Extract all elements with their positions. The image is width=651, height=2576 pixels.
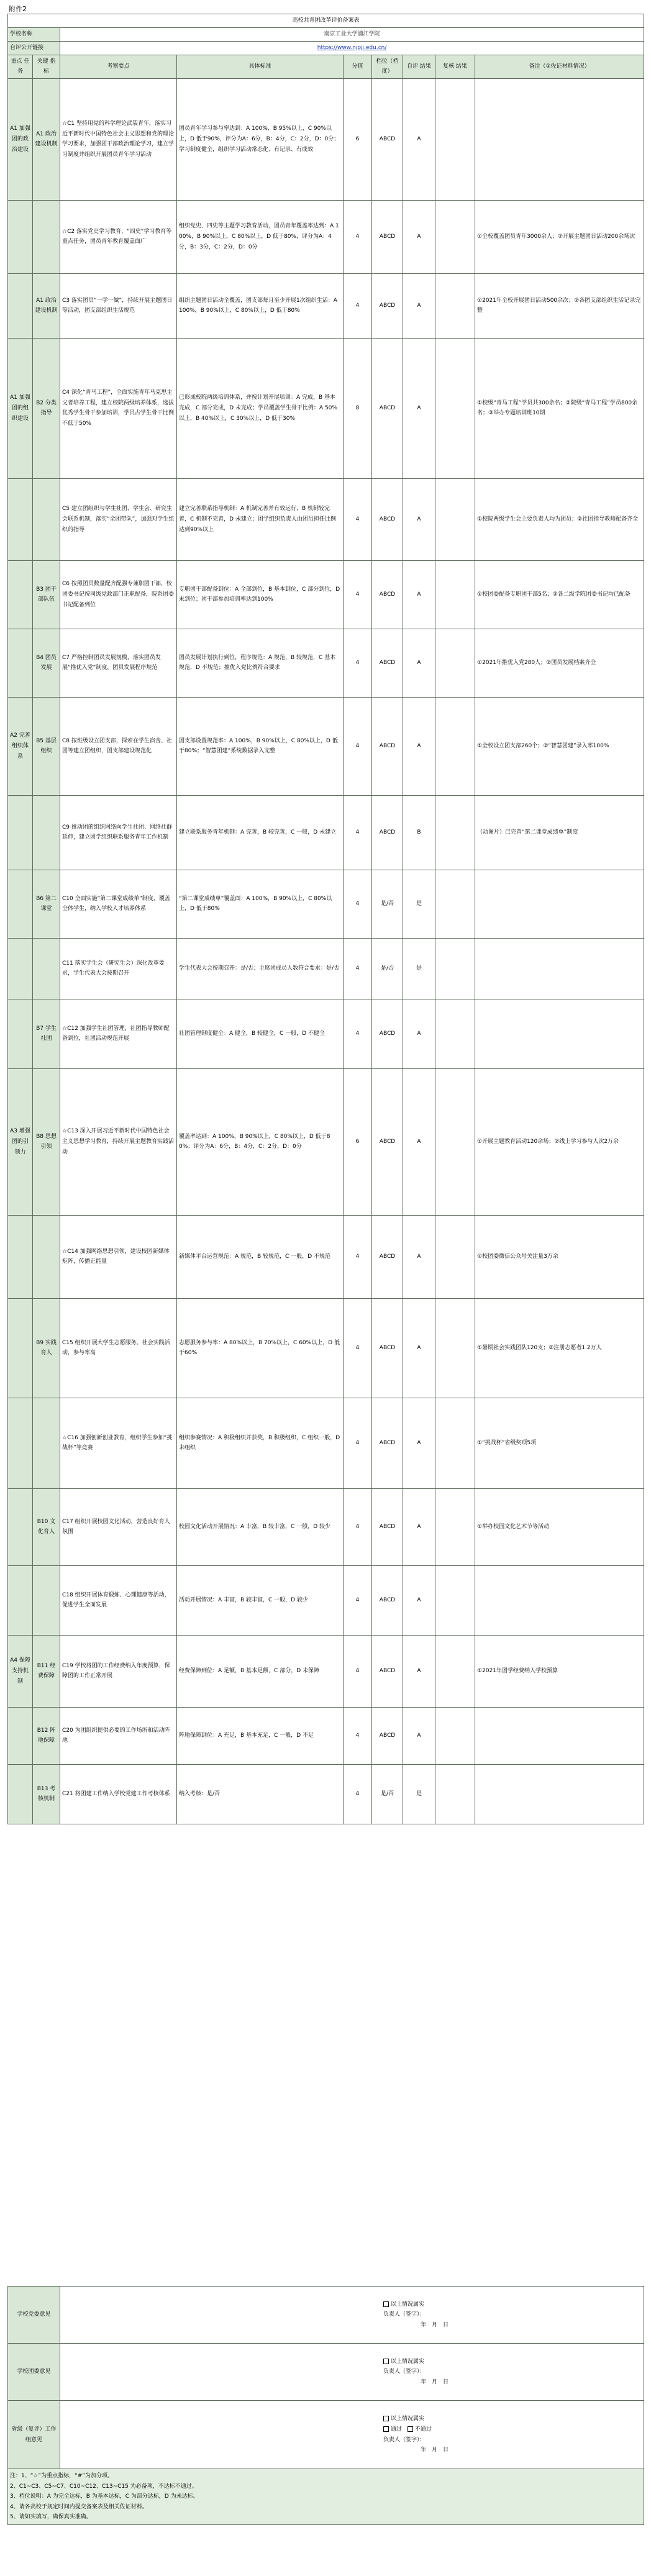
table-row (8, 1298, 644, 1398)
self-result-cell: A (403, 1707, 435, 1764)
remarks-cell (475, 1565, 644, 1635)
header-points: 考察要点 (60, 55, 177, 78)
level1-cell: A3 增强团的引领力 (8, 1068, 33, 1215)
provincial-check-2: 通过 (391, 2426, 403, 2433)
self-result-cell: A (403, 200, 435, 273)
provincial-opinion-sign: 负责人（签字）： (383, 2436, 426, 2443)
attachment-label: 附件2 (9, 5, 27, 13)
note-line: 4、请各高校于规定时间内提交备案表及相关佐证材料。 (10, 2503, 148, 2510)
remarks-cell: ①校级“青马工程”学员共300余名；②院级“青马工程”学员800余名；③举办专题培训班10期 (475, 338, 644, 478)
self-result-cell: A (403, 338, 435, 478)
table-row (8, 1764, 644, 1824)
table-row (8, 200, 644, 273)
review-result-cell (435, 629, 475, 697)
remarks-cell (475, 870, 644, 938)
review-result-cell (435, 938, 475, 999)
table-row (8, 697, 644, 795)
grade-cell: ABCD (372, 1068, 403, 1215)
remarks-cell (475, 1707, 644, 1764)
table-row (8, 629, 644, 697)
level1-cell (8, 1764, 33, 1824)
criteria-cell: 团员青年学习参与率达到：A 100%，B 95%以上，C 90%以上，D 低于90%，评分为A：6分，B：4分，C：2分，D：0分；学习制度健全，组织学习活动常态化、有记录、有成效 (177, 78, 344, 200)
header-criteria: 具体标准 (177, 55, 344, 78)
header-score: 分值 (344, 55, 372, 78)
self-result-cell: A (403, 629, 435, 697)
criteria-cell: 建立完善联系指导机制：A 机制完善并有效运行，B 机制较完善，C 机制不完善，D 未建立；团学组织负责人由团员担任比例达到90%以上 (177, 478, 344, 560)
self-result-cell: A (403, 1488, 435, 1565)
level1-cell: A1 加强团的组织建设 (8, 338, 33, 478)
self-result-cell: B (403, 795, 435, 870)
points-cell: ☆C16 加强创新创业教育，组织学生参加“挑战杯”等竞赛 (60, 1398, 177, 1488)
criteria-cell: 学生代表大会按期召开：是/否；主席团成员人数符合要求：是/否 (177, 938, 344, 999)
level1-cell (8, 1298, 33, 1398)
criteria-cell: 阵地保障到位：A 充足，B 基本充足，C 一般，D 不足 (177, 1707, 344, 1764)
self-result-cell: A (403, 78, 435, 200)
table-row (8, 1565, 644, 1635)
criteria-cell: 社团管理制度健全：A 健全，B 较健全，C 一般，D 不健全 (177, 999, 344, 1068)
level2-cell: B8 思想引领 (33, 1068, 60, 1215)
level1-cell: A2 完善组织体系 (8, 697, 33, 795)
table-row (8, 338, 644, 478)
checkbox-icon[interactable] (383, 2359, 389, 2364)
points-cell: C21 将团建工作纳入学校党建工作考核体系 (60, 1764, 177, 1824)
points-cell: C3 落实团员“一学一做”，持续开展主题团日等活动，团支部组织生活规范 (60, 273, 177, 338)
points-cell: C4 深化“青马工程”，全面实施青年马克思主义者培养工程，建立校院两级培养体系，选拔优秀学生骨干参加培训，学员占学生骨干比例不低于50% (60, 338, 177, 478)
level1-cell (8, 1565, 33, 1635)
grade-cell: ABCD (372, 795, 403, 870)
level2-cell (33, 200, 60, 273)
score-cell: 4 (344, 1707, 372, 1764)
criteria-cell: 已形成校院两级培训体系，并按计划开展培训：A 完成，B 基本完成，C 部分完成，D 未完成；学员覆盖学生骨干比例：A 50%以上，B 40%以上，C 30%以上，D 低于30% (177, 338, 344, 478)
grade-cell: ABCD (372, 1215, 403, 1298)
criteria-cell: 团员发展计划执行到位，程序规范：A 规范，B 较规范，C 基本规范，D 不规范；推优入党比例符合要求 (177, 629, 344, 697)
remarks-cell (475, 78, 644, 200)
header-level2: 关键 指标 (33, 55, 60, 78)
checkbox-icon[interactable] (383, 2426, 389, 2432)
note-line: 5、请如实填写，确保真实准确。 (10, 2514, 92, 2521)
score-cell: 4 (344, 1215, 372, 1298)
points-cell: C8 按班级设立团支部，探索在学生宿舍、社团等建立团组织，团支部建设规范化 (60, 697, 177, 795)
grade-cell: ABCD (372, 1398, 403, 1488)
remarks-cell: ①全校覆盖团员青年3000余人；②开展主题团日活动200余场次 (475, 200, 644, 273)
remarks-cell: ①“挑战杯”省级奖项5项 (475, 1398, 644, 1488)
remarks-cell: ①2021年推优入党280人；②团员发展档案齐全 (475, 629, 644, 697)
score-cell: 4 (344, 560, 372, 629)
points-cell: C5 建立团组织与学生社团、学生会、研究生会联系机制，落实“全团带队”，加强对学生组织的指导 (60, 478, 177, 560)
grade-cell: ABCD (372, 1298, 403, 1398)
level2-cell (33, 1398, 60, 1488)
score-cell: 4 (344, 1398, 372, 1488)
table-row (8, 560, 644, 629)
points-cell: C7 严格控制团员发展规模，落实团员发展“推优入党”制度，团员发展程序规范 (60, 629, 177, 697)
review-result-cell (435, 1215, 475, 1298)
table-row (8, 273, 644, 338)
grade-cell: 是/否 (372, 938, 403, 999)
school-opinion-sign: 负责人（签字）： (383, 2311, 426, 2318)
remarks-cell (475, 1764, 644, 1824)
self-result-cell: 是 (403, 1764, 435, 1824)
level2-cell: B6 第二课堂 (33, 870, 60, 938)
criteria-cell: 组织党史、四史等主题学习教育活动，团员青年覆盖率达到：A 100%，B 90%以上，C 80%以上，D 低于80%，评分为A：4分，B：3分，C：2分，D：0分 (177, 200, 344, 273)
review-result-cell (435, 338, 475, 478)
points-cell: ☆C1 坚持用党的科学理论武装青年，落实习近平新时代中国特色社会主义思想和党的理论学习要求，加强团干部政治理论学习，建立学习制度并组织开展团员青年学习活动 (60, 78, 177, 200)
grade-cell: ABCD (372, 1707, 403, 1764)
self-result-cell: 是 (403, 938, 435, 999)
link-label: 自评公开链接 (8, 42, 60, 55)
evaluation-table (7, 14, 644, 1824)
score-cell: 4 (344, 1565, 372, 1635)
grade-cell: ABCD (372, 1565, 403, 1635)
level1-cell: A4 保障支持机制 (8, 1635, 33, 1707)
level1-cell (8, 1215, 33, 1298)
review-result-cell (435, 999, 475, 1068)
provincial-check-3: 不通过 (415, 2426, 432, 2433)
criteria-cell: 校园文化活动开展情况：A 丰富，B 较丰富，C 一般，D 较少 (177, 1488, 344, 1565)
level2-cell (33, 1215, 60, 1298)
header-remarks: 备注（①佐证材料情况） (475, 55, 644, 78)
grade-cell: 是/否 (372, 1764, 403, 1824)
criteria-cell: 经费保障到位：A 足额，B 基本足额，C 部分，D 未保障 (177, 1635, 344, 1707)
criteria-cell: 覆盖率达到：A 100%，B 90%以上，C 80%以上，D 低于80%；评分为A：6分，B：4分，C：2分，D：0分 (177, 1068, 344, 1215)
table-row (8, 78, 644, 200)
level1-cell (8, 1398, 33, 1488)
self-result-cell: A (403, 1068, 435, 1215)
grade-cell: ABCD (372, 478, 403, 560)
criteria-cell: 团支部设置规范率：A 100%，B 90%以上，C 80%以上，D 低于80%；“智慧团建”系统数据录入完整 (177, 697, 344, 795)
score-cell: 4 (344, 795, 372, 870)
points-cell: C18 组织开展体育锻炼、心理健康等活动，促进学生全面发展 (60, 1565, 177, 1635)
points-cell: ☆C2 落实党史学习教育、“四史”学习教育等重点任务，团员青年教育覆盖面广 (60, 200, 177, 273)
points-cell: C11 落实学生会（研究生会）深化改革要求，学生代表大会按期召开 (60, 938, 177, 999)
review-result-cell (435, 1707, 475, 1764)
review-result-cell (435, 78, 475, 200)
grade-cell: 是/否 (372, 870, 403, 938)
level2-cell: B13 考核机制 (33, 1764, 60, 1824)
table-row (8, 1707, 644, 1764)
score-cell: 4 (344, 999, 372, 1068)
level2-cell: B4 团员发展 (33, 629, 60, 697)
remarks-cell: ①暑期社会实践团队120支；②注册志愿者1.2万人 (475, 1298, 644, 1398)
grade-cell: ABCD (372, 273, 403, 338)
self-result-cell: A (403, 1215, 435, 1298)
review-result-cell (435, 1488, 475, 1565)
points-cell: ☆C14 加强网络思想引领，建设校园新媒体矩阵，传播正能量 (60, 1215, 177, 1298)
level1-cell (8, 478, 33, 560)
level1-cell (8, 273, 33, 338)
note-line: 2、C1~C3、C5~C7、C10~C12、C13~C15 为必备项，不达标不通过。 (10, 2483, 198, 2490)
remarks-cell: ①开展主题教育活动120余场；②线上学习参与人次2万余 (475, 1068, 644, 1215)
table-row (8, 870, 644, 938)
school-name-value: 南京工业大学浦江学院 (60, 28, 644, 42)
table-row (8, 478, 644, 560)
table-row (8, 938, 644, 999)
self-result-cell: A (403, 1635, 435, 1707)
remarks-cell: ①2021年团学经费纳入学校预算 (475, 1635, 644, 1707)
criteria-cell: 纳入考核：是/否 (177, 1764, 344, 1824)
score-cell: 4 (344, 938, 372, 999)
points-cell: C10 全面实施“第二课堂成绩单”制度，覆盖全体学生，纳入学校人才培养体系 (60, 870, 177, 938)
grade-cell: ABCD (372, 629, 403, 697)
self-result-cell: A (403, 697, 435, 795)
level2-cell: B9 实践育人 (33, 1298, 60, 1398)
criteria-cell: 志愿服务参与率：A 80%以上，B 70%以上，C 60%以上，D 低于60% (177, 1298, 344, 1398)
score-cell: 8 (344, 338, 372, 478)
review-result-cell (435, 870, 475, 938)
points-cell: C19 学校将团的工作经费纳入年度预算，保障团的工作正常开展 (60, 1635, 177, 1707)
review-result-cell (435, 1398, 475, 1488)
remarks-cell (475, 938, 644, 999)
form-title: 高校共青团改革评价备案表 (8, 14, 644, 28)
points-cell: C9 推动团的组织网络向学生社团、网络社群延伸，建立团学组织联系服务青年工作机制 (60, 795, 177, 870)
review-result-cell (435, 1565, 475, 1635)
level2-cell: A1 政治建设机制 (33, 78, 60, 200)
grade-cell: ABCD (372, 78, 403, 200)
org-opinion-date: 年 月 日 (421, 2378, 449, 2385)
review-result-cell (435, 795, 475, 870)
review-result-cell (435, 478, 475, 560)
level1-cell (8, 1707, 33, 1764)
link-value[interactable]: https://www.njpji.edu.cn/ (60, 42, 644, 55)
level2-cell (33, 478, 60, 560)
grade-cell: ABCD (372, 1635, 403, 1707)
points-cell: ☆C12 加强学生社团管理，社团指导教师配备到位，社团活动规范开展 (60, 999, 177, 1068)
level1-cell (8, 629, 33, 697)
score-cell: 6 (344, 1068, 372, 1215)
school-opinion-label: 学校党委意见 (8, 2287, 60, 2344)
checkbox-icon[interactable] (383, 2416, 389, 2421)
criteria-cell: 专职团干部配备到位：A 全部到位，B 基本到位，C 部分到位，D 未到位；团干部参加培训率达到100% (177, 560, 344, 629)
criteria-cell: 组织参赛情况：A 积极组织并获奖，B 积极组织，C 组织一般，D 未组织 (177, 1398, 344, 1488)
provincial-check-1: 以上情况属实 (391, 2416, 425, 2423)
level2-cell: B11 经费保障 (33, 1635, 60, 1707)
review-result-cell (435, 200, 475, 273)
level2-cell: B10 文化育人 (33, 1488, 60, 1565)
level2-cell (33, 938, 60, 999)
table-row (8, 1398, 644, 1488)
grade-cell: ABCD (372, 697, 403, 795)
criteria-cell: 活动开展情况：A 丰富，B 较丰富，C 一般，D 较少 (177, 1565, 344, 1635)
level1-cell (8, 999, 33, 1068)
score-cell: 6 (344, 78, 372, 200)
table-row (8, 1488, 644, 1565)
provincial-opinion-label: 省级（复评）工作组意见 (8, 2401, 60, 2469)
criteria-cell: “第二课堂成绩单”覆盖面：A 100%，B 90%以上，C 80%以上，D 低于80% (177, 870, 344, 938)
table-row (8, 795, 644, 870)
note-line: 注：1、“☆”为重点指标，“#”为加分项。 (10, 2472, 113, 2479)
level1-cell (8, 938, 33, 999)
score-cell: 4 (344, 200, 372, 273)
org-opinion-label: 学校团委意见 (8, 2344, 60, 2401)
score-cell: 4 (344, 697, 372, 795)
score-cell: 4 (344, 1635, 372, 1707)
school-opinion-date: 年 月 日 (421, 2321, 449, 2328)
table-row (8, 1215, 644, 1298)
org-opinion-check: 以上情况属实 (391, 2358, 425, 2365)
remarks-cell: （动图片）已完善“第二课堂成绩单”制度 (475, 795, 644, 870)
score-cell: 4 (344, 629, 372, 697)
score-cell: 4 (344, 478, 372, 560)
level1-cell (8, 1488, 33, 1565)
review-result-cell (435, 1635, 475, 1707)
level1-cell (8, 200, 33, 273)
review-result-cell (435, 1068, 475, 1215)
review-result-cell (435, 560, 475, 629)
level2-cell: B12 阵地保障 (33, 1707, 60, 1764)
header-review: 复核 结果 (435, 55, 475, 78)
self-result-cell: A (403, 560, 435, 629)
review-result-cell (435, 697, 475, 795)
self-result-cell: A (403, 1298, 435, 1398)
checkbox-icon[interactable] (407, 2426, 413, 2432)
remarks-cell: ①2021年全校开展团日活动500余次；②各团支部组织生活记录完整 (475, 273, 644, 338)
grade-cell: ABCD (372, 1488, 403, 1565)
school-opinion-check: 以上情况属实 (391, 2301, 425, 2308)
remarks-cell (475, 999, 644, 1068)
level2-cell: B3 团干部队伍 (33, 560, 60, 629)
self-result-cell: A (403, 1565, 435, 1635)
level2-cell (33, 795, 60, 870)
table-row (8, 1635, 644, 1707)
score-cell: 4 (344, 1488, 372, 1565)
score-cell: 4 (344, 1764, 372, 1824)
points-cell: ☆C13 深入开展习近平新时代中国特色社会主义思想学习教育，持续开展主题教育实践活动 (60, 1068, 177, 1215)
points-cell: C15 组织开展大学生志愿服务、社会实践活动，参与率高 (60, 1298, 177, 1398)
criteria-cell: 新媒体平台运营规范：A 规范，B 较规范，C 一般，D 不规范 (177, 1215, 344, 1298)
level1-cell (8, 560, 33, 629)
score-cell: 4 (344, 273, 372, 338)
level2-cell: B7 学生社团 (33, 999, 60, 1068)
notes-block (8, 2469, 644, 2525)
remarks-cell: ①校团委配备专职团干部5名；②各二级学院团委书记均已配备 (475, 560, 644, 629)
header-level1: 重点 任务 (8, 55, 33, 78)
table-row (8, 999, 644, 1068)
score-cell: 4 (344, 1298, 372, 1398)
header-self: 自评 结果 (403, 55, 435, 78)
level2-cell (33, 1565, 60, 1635)
level2-cell: B5 基层组织 (33, 697, 60, 795)
table-row (8, 1068, 644, 1215)
review-result-cell (435, 1298, 475, 1398)
self-result-cell: A (403, 478, 435, 560)
level2-cell: A1 政治建设机制 (33, 273, 60, 338)
grade-cell: ABCD (372, 999, 403, 1068)
provincial-opinion-date: 年 月 日 (421, 2447, 449, 2454)
grade-cell: ABCD (372, 560, 403, 629)
header-grade: 档位（档度） (372, 55, 403, 78)
self-result-cell: 是 (403, 870, 435, 938)
note-line: 3、档位说明：A 为完全达标，B 为基本达标，C 为部分达标，D 为未达标。 (10, 2493, 199, 2500)
opinions-table (7, 2286, 644, 2525)
school-name-label: 学校名称 (8, 28, 60, 42)
grade-cell: ABCD (372, 200, 403, 273)
level2-cell: B2 分类指导 (33, 338, 60, 478)
points-cell: C20 为团组织提供必要的工作场所和活动阵地 (60, 1707, 177, 1764)
self-result-cell: A (403, 273, 435, 338)
remarks-cell: ①举办校园文化艺术节等活动 (475, 1488, 644, 1565)
self-result-cell: A (403, 999, 435, 1068)
criteria-cell: 组织主题团日活动全覆盖，团支部每月至少开展1次组织生活：A 100%，B 90%以上，C 80%以上，D 低于80% (177, 273, 344, 338)
review-result-cell (435, 273, 475, 338)
org-opinion-sign: 负责人（签字）： (383, 2369, 426, 2375)
score-cell: 4 (344, 870, 372, 938)
criteria-cell: 建立联系服务青年机制：A 完善，B 较完善，C 一般，D 未建立 (177, 795, 344, 870)
level1-cell (8, 870, 33, 938)
points-cell: C6 按照团员数量配齐配强专兼职团干部，校团委书记按同级党政部门正职配备，院系团委书记配备到位 (60, 560, 177, 629)
checkbox-icon[interactable] (383, 2301, 389, 2307)
grade-cell: ABCD (372, 338, 403, 478)
review-result-cell (435, 1764, 475, 1824)
remarks-cell: ①校团委微信公众号关注量3万余 (475, 1215, 644, 1298)
self-result-cell: A (403, 1398, 435, 1488)
level1-cell: A1 加强团的政治建设 (8, 78, 33, 200)
points-cell: C17 组织开展校园文化活动，营造良好育人氛围 (60, 1488, 177, 1565)
level1-cell (8, 795, 33, 870)
remarks-cell: ①全校设立团支部260个；②“智慧团建”录入率100% (475, 697, 644, 795)
remarks-cell: ①校院两级学生会主要负责人均为团员；②社团指导教师配备齐全 (475, 478, 644, 560)
